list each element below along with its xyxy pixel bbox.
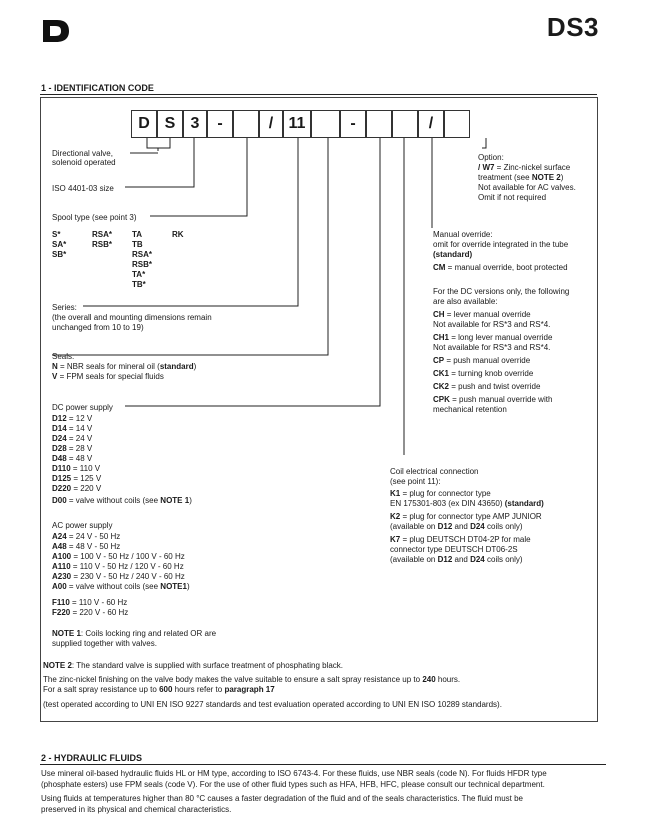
dc-power-title: DC power supply (52, 403, 113, 412)
ac-power-title: AC power supply (52, 521, 113, 530)
spool-col-2: RSA* RSB* (92, 230, 113, 249)
iso-size-label: ISO 4401-03 size (52, 184, 114, 193)
code-cell: - (207, 110, 233, 138)
code-cell: / (259, 110, 283, 138)
note-2: NOTE 2: The standard valve is supplied with surface treatment of phosphating black. The zinc-nickel finishing on the valve body makes the valve suitable to ensure a salt spray resistance up to 240 hours. For a salt spray resistance up to 600 hours refer to paragraph 17 (test operated according to UNI EN ISO 9227 standards and test evaluation operated according to UNI EN ISO 10289 standards). (43, 661, 502, 709)
dc-power-list: D12 = 12 V D14 = 14 V D24 = 24 V D28 = 28 V D48 = 48 V D110 = 110 V D125 = 125 V D220 = 220 V (52, 414, 102, 493)
manual-override-block: Manual override: omit for override integrated in the tube (standard) CM = manual override, boot protected (433, 230, 569, 272)
coil-connection-block: Coil electrical connection (see point 11): K1 = plug for connector type EN 175301-803 (ex DIN 43650) (standard) K2 = plug for connector type AMP JUNIOR (available on D12 and D24 coils only) K7 = plug DEUTSCH DT04-2P for male connector type DEUTSCH DT06-2S (available on D12 and D24 coils only) (390, 467, 544, 564)
duplomatic-logo (41, 18, 71, 44)
spool-col-3: TA TB RSA* RSB* TA* TB* (132, 230, 153, 289)
code-cell (311, 110, 340, 138)
note-1: NOTE 1: Coils locking ring and related OR are supplied together with valves. (52, 629, 217, 648)
code-cell: / (418, 110, 444, 138)
section-1-title: 1 - IDENTIFICATION CODE (41, 83, 154, 93)
d00-line: D00 = valve without coils (see NOTE 1) (52, 496, 192, 505)
code-cell (392, 110, 418, 138)
dc-versions-block: For the DC versions only, the following are also available: CH = lever manual override Not available for RS*3 and RS*4. CH1 = long lever manual override Not available for RS*3 and RS*4. CP = push manual override CK1 = turning knob override CK2 = push and twist override CPK = push manual override with mechanical retention (433, 287, 570, 414)
section-2-title: 2 - HYDRAULIC FLUIDS (41, 753, 142, 763)
code-cell: 3 (183, 110, 207, 138)
code-cell: 11 (283, 110, 311, 138)
model-title: DS3 (546, 12, 599, 42)
code-cell (444, 110, 470, 138)
code-cell: S (157, 110, 183, 138)
spool-type-title: Spool type (see point 3) (52, 213, 137, 222)
code-cell: - (340, 110, 366, 138)
seals-block: Seals: N = NBR seals for mineral oil (standard) V = FPM seals for special fluids (52, 352, 197, 381)
code-cell (366, 110, 392, 138)
code-cell: D (131, 110, 157, 138)
series-block: Series: (the overall and mounting dimensions remain unchanged from 10 to 19) (52, 303, 212, 332)
directional-label-2: solenoid operated (52, 158, 116, 167)
directional-label-1: Directional valve, (52, 149, 113, 158)
spool-col-1: S* SA* SB* (52, 230, 67, 259)
section-1-rule (40, 94, 597, 95)
spool-col-4: RK (172, 230, 184, 239)
ac-power-list: A24 = 24 V - 50 Hz A48 = 48 V - 50 Hz A100 = 100 V - 50 Hz / 100 V - 60 Hz A110 = 110 V - 50 Hz / 120 V - 60 Hz A230 = 230 V - 50 Hz / 240 V - 60 Hz A00 = valve without coils (see NOTE1) (52, 532, 190, 591)
section-2-rule (40, 764, 606, 765)
option-block: Option: / W7 = Zinc-nickel surface treatment (see NOTE 2) Not available for AC valves. Omit if not required (478, 153, 576, 202)
code-cell (233, 110, 259, 138)
hydraulic-fluids-text: Use mineral oil-based hydraulic fluids HL or HM type, according to ISO 6743-4. For these fluids, use NBR seals (code N). For fluids HFDR type (phosphate esters) use FPM seals (code V). For the use of other fluid types such as HFA, HFB, HFC, please consult our technical department. Using fluids at temperatures higher than 80 °C causes a faster degradation of the fluid and of the seals characteristics. The fluid must be preserved in its physical and chemical characteristics. (41, 769, 547, 814)
ac-f-list: F110 = 110 V - 60 Hz F220 = 220 V - 60 Hz (52, 598, 129, 617)
